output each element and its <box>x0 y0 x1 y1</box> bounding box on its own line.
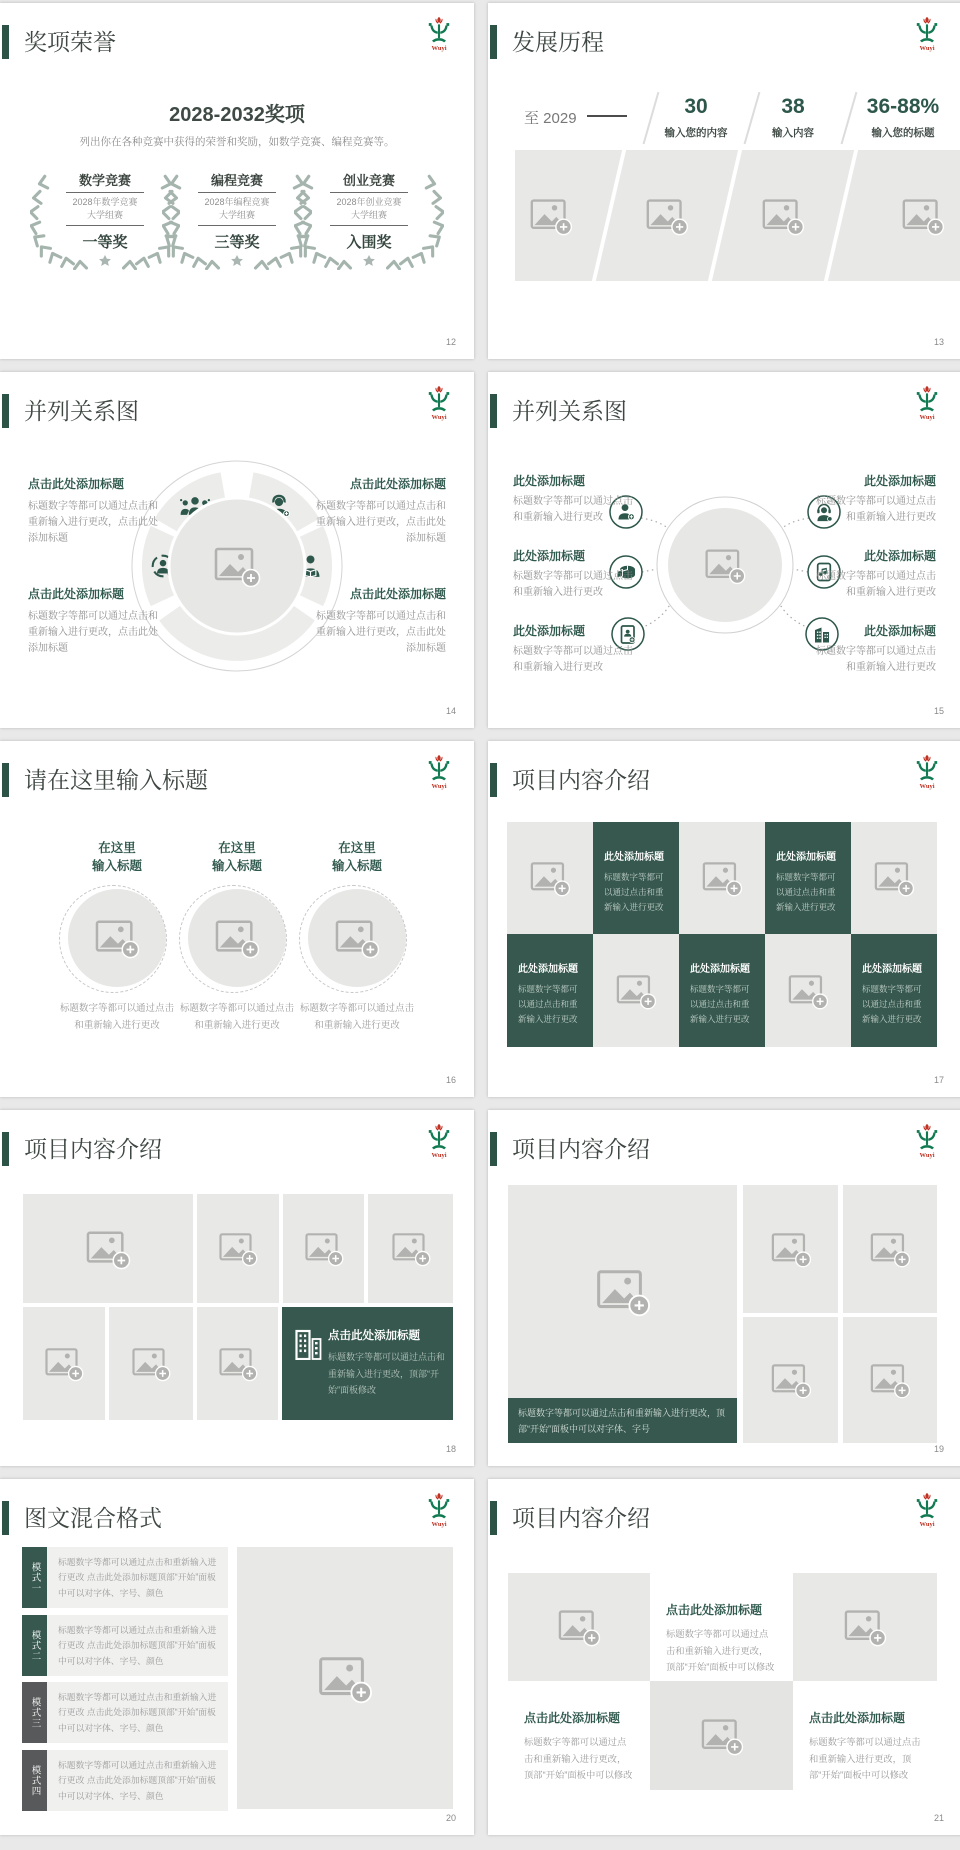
cell-title: 点击此处添加标题 <box>809 1711 906 1725</box>
image-placeholder-icon <box>334 917 380 959</box>
mode-body: 标题数字等都可以通过点击和重新输入进行更改 点击此处添加标题顶部“开始”面板中可以对字体、字号、颜色 <box>47 1750 228 1811</box>
slide-title: 奖项荣誉 <box>24 29 116 55</box>
image-placeholder-icon <box>770 1361 812 1399</box>
logo <box>908 1123 946 1159</box>
accent-bar <box>490 763 497 797</box>
mode-body: 标题数字等都可以通过点击和重新输入进行更改 点击此处添加标题顶部“开始”面板中可以对字体、字号、颜色 <box>47 1615 228 1676</box>
column-title-line1: 在这里 <box>218 841 256 855</box>
label-body: 标题数字等都可以通过点击和重新输入进行更改 <box>816 646 936 673</box>
award-event: 2028年创业竞赛 <box>336 197 402 207</box>
page-number: 14 <box>445 706 456 716</box>
label-title: 点击此处添加标题 <box>28 477 125 491</box>
slide-thumbnail-mixed-modes[interactable] <box>0 1479 474 1835</box>
image-placeholder-icon <box>869 1361 911 1399</box>
plant-flower-logo-icon <box>424 1123 454 1151</box>
mode-tab-label: 模式三 <box>29 1696 41 1729</box>
diagram-label <box>816 472 936 526</box>
image-placeholder <box>23 1194 193 1303</box>
image-placeholder-icon <box>701 859 743 897</box>
image-placeholder <box>508 1185 737 1398</box>
text-cell <box>508 1681 650 1790</box>
text-cell <box>650 1573 793 1681</box>
logo <box>420 385 458 421</box>
image-placeholder <box>593 934 679 1047</box>
slide-thumbnail-three-circles[interactable] <box>0 741 474 1097</box>
column-caption: 标题数字等都可以通过点击和重新输入进行更改 <box>59 1003 174 1032</box>
image-placeholder <box>23 1307 105 1420</box>
slide-thumbnail-checkerboard[interactable] <box>488 741 960 1097</box>
cell-title: 此处添加标题 <box>604 852 664 863</box>
image-placeholder <box>843 1317 937 1443</box>
stat-value: 30 <box>684 95 708 118</box>
accent-bar <box>2 1132 9 1166</box>
photo-caption: 标题数字等都可以通过点击和重新输入进行更改，顶部“开始”面板中可以对字体、字号 <box>508 1398 737 1443</box>
text-cell <box>679 934 765 1047</box>
label-title: 点击此处添加标题 <box>349 477 446 491</box>
award-group: 大学组赛 <box>218 210 255 221</box>
plant-flower-logo-icon <box>424 1492 454 1520</box>
page-number: 17 <box>933 1075 944 1085</box>
image-placeholder-icon <box>214 917 260 959</box>
mode-body: 标题数字等都可以通过点击和重新输入进行更改 点击此处添加标题顶部“开始”面板中可以对字体、字号、颜色 <box>47 1682 228 1743</box>
slide-title: 并列关系图 <box>24 398 139 424</box>
slide-thumbnail-photo-grid[interactable] <box>0 1110 474 1466</box>
cell-title: 此处添加标题 <box>862 964 922 975</box>
image-placeholder <box>197 1307 278 1420</box>
logo <box>908 1492 946 1528</box>
slide-title: 项目内容介绍 <box>24 1136 162 1162</box>
buildings-icon <box>295 1329 322 1360</box>
label-title: 此处添加标题 <box>863 474 936 488</box>
caption-block <box>282 1307 453 1420</box>
cell-body: 标题数字等都可以通过点击和重新输入进行更改 <box>862 984 922 1024</box>
image-placeholder <box>793 1573 937 1681</box>
mode-tab <box>22 1750 47 1811</box>
image-placeholder-icon <box>557 1607 601 1647</box>
logo-wordmark: Wuyi <box>431 1521 447 1528</box>
image-placeholder <box>679 822 765 934</box>
cell-title: 点击此处添加标题 <box>666 1603 763 1617</box>
label-body: 标题数字等都可以通过点击和重新输入进行更改 <box>816 496 936 523</box>
slide-title: 项目内容介绍 <box>512 767 650 793</box>
label-body: 标题数字等都可以通过点击和重新输入进行更改 <box>513 571 633 598</box>
image-placeholder <box>743 1317 838 1443</box>
page-number: 21 <box>933 1813 944 1823</box>
image-placeholder-icon <box>44 1345 84 1382</box>
cell-body: 标题数字等都可以通过点击和重新输入进行更改，顶部“开始”面板中可以修改 <box>666 1629 775 1673</box>
block-body: 标题数字等都可以通过点击和重新输入进行更改，顶部“开始”面板修改 <box>328 1352 446 1396</box>
cell-title: 此处添加标题 <box>518 964 578 975</box>
label-title: 点击此处添加标题 <box>349 587 446 601</box>
slide-thumbnail-photo-caption[interactable] <box>488 1110 960 1466</box>
era-rule <box>587 115 627 117</box>
stat-value: 36-88% <box>866 95 940 118</box>
slide-thumbnail-parallel-2[interactable] <box>488 372 960 728</box>
column-title-line2: 输入标题 <box>91 858 142 873</box>
cell-title: 此处添加标题 <box>690 964 750 975</box>
cell-title: 点击此处添加标题 <box>524 1711 621 1725</box>
award-group: 大学组赛 <box>350 210 387 221</box>
mode-row <box>22 1682 228 1743</box>
image-placeholder-icon <box>615 972 657 1010</box>
image-placeholder <box>197 1194 279 1303</box>
logo-wordmark: Wuyi <box>431 45 447 52</box>
accent-bar <box>490 1132 497 1166</box>
diagram-label <box>28 585 160 657</box>
slide-title: 请在这里输入标题 <box>24 767 208 793</box>
plant-flower-logo-icon <box>912 1492 942 1520</box>
image-placeholder-icon <box>529 196 573 236</box>
image-placeholder-icon <box>94 917 140 959</box>
slide-thumbnail-timeline[interactable] <box>488 3 960 359</box>
image-placeholder-icon <box>761 196 805 236</box>
award-item <box>30 168 180 270</box>
page-number: 18 <box>445 1444 456 1454</box>
image-placeholder-icon <box>873 859 915 897</box>
logo-wordmark: Wuyi <box>919 1521 935 1528</box>
stat <box>838 95 960 140</box>
page-number: 15 <box>933 706 944 716</box>
slide-thumbnail-awards[interactable] <box>0 3 474 359</box>
image-placeholder <box>308 889 406 987</box>
image-placeholder-icon <box>770 1230 812 1268</box>
image-placeholder-icon <box>85 1228 131 1270</box>
stat <box>646 95 746 140</box>
image-placeholder-icon <box>645 196 689 236</box>
diagram-label <box>513 622 633 676</box>
stat-label: 输入您的标题 <box>871 127 935 139</box>
award-prize: 入围奖 <box>346 234 392 252</box>
logo-wordmark: Wuyi <box>919 45 935 52</box>
cell-title: 此处添加标题 <box>776 852 836 863</box>
mode-row <box>22 1615 228 1676</box>
award-name: 数学竞赛 <box>78 173 131 188</box>
diagram-label <box>816 622 936 676</box>
diagram-label <box>314 585 446 657</box>
page-number: 20 <box>445 1813 456 1823</box>
text-cell <box>593 822 679 934</box>
column-caption: 标题数字等都可以通过点击和重新输入进行更改 <box>299 1003 414 1032</box>
label-body: 标题数字等都可以通过点击和重新输入进行更改 <box>816 571 936 598</box>
image-placeholder-icon <box>304 1230 344 1267</box>
stat-value: 38 <box>781 95 805 118</box>
text-cell <box>507 934 593 1047</box>
label-body: 标题数字等都可以通过点击和重新输入进行更改，点击此处添加标题 <box>28 501 158 544</box>
column-title-line1: 在这里 <box>98 841 136 855</box>
block-title: 点击此处添加标题 <box>328 1330 420 1342</box>
diagram-label <box>28 475 160 547</box>
image-strip <box>515 150 960 281</box>
logo <box>908 754 946 790</box>
logo <box>420 1492 458 1528</box>
image-placeholder-icon <box>529 859 571 897</box>
awards-subtitle: 列出你在各种竞赛中获得的荣誉和奖励，如数学竞赛、编程竞赛等。 <box>79 136 395 148</box>
stat <box>743 95 843 140</box>
image-placeholder <box>368 1194 453 1303</box>
mode-row <box>22 1547 228 1608</box>
label-body: 标题数字等都可以通过点击和重新输入进行更改，点击此处添加标题 <box>316 611 446 654</box>
alternating-grid <box>508 1573 937 1790</box>
diagram-label <box>816 547 936 601</box>
image-placeholder-icon <box>869 1230 911 1268</box>
diagram-label <box>513 472 633 526</box>
column-title-line2: 输入标题 <box>331 858 382 873</box>
cell-body: 标题数字等都可以通过点击和重新输入进行更改 <box>690 984 750 1024</box>
mode-tab-label: 模式一 <box>29 1561 41 1594</box>
text-cell <box>765 822 851 934</box>
image-placeholder <box>188 889 286 987</box>
cell-body: 标题数字等都可以通过点击和重新输入进行更改 <box>604 872 664 912</box>
page-number: 13 <box>933 337 944 347</box>
image-placeholder <box>765 934 851 1047</box>
image-placeholder-icon <box>787 972 829 1010</box>
image-placeholder <box>843 1185 937 1313</box>
slide-title: 项目内容介绍 <box>512 1505 650 1531</box>
mode-tab-label: 模式二 <box>29 1629 41 1662</box>
image-placeholder <box>109 1307 193 1420</box>
mode-tab <box>22 1547 47 1608</box>
slide-title: 项目内容介绍 <box>512 1136 650 1162</box>
image-placeholder-icon <box>218 1230 258 1267</box>
plant-flower-logo-icon <box>424 16 454 44</box>
image-placeholder <box>743 1185 838 1313</box>
mode-tab-label: 模式四 <box>29 1764 41 1797</box>
page-number: 19 <box>933 1444 944 1454</box>
diagram-label <box>513 547 633 601</box>
column-title-line2: 输入标题 <box>211 858 262 873</box>
text-cell <box>851 934 937 1047</box>
cell-body: 标题数字等都可以通过点击和重新输入进行更改，顶部“开始”面板中可以修改 <box>809 1737 921 1781</box>
label-title: 此处添加标题 <box>513 624 586 638</box>
logo-wordmark: Wuyi <box>431 1152 447 1159</box>
stat-label: 输入您的内容 <box>664 127 728 139</box>
award-item <box>294 168 444 270</box>
image-placeholder <box>650 1681 793 1790</box>
image-placeholder-icon <box>131 1345 171 1382</box>
stat-label: 输入内容 <box>772 127 814 139</box>
column-title-line1: 在这里 <box>338 841 376 855</box>
award-prize: 三等奖 <box>214 234 260 252</box>
accent-bar <box>490 25 497 59</box>
label-body: 标题数字等都可以通过点击和重新输入进行更改，点击此处添加标题 <box>316 501 446 544</box>
slide-title: 并列关系图 <box>512 398 627 424</box>
label-title: 此处添加标题 <box>513 474 586 488</box>
label-body: 标题数字等都可以通过点击和重新输入进行更改 <box>513 496 633 523</box>
logo-wordmark: Wuyi <box>919 783 935 790</box>
circle-column <box>277 741 437 1034</box>
cell-body: 标题数字等都可以通过点击和重新输入进行更改 <box>776 872 836 912</box>
award-item <box>162 168 312 270</box>
plant-flower-logo-icon <box>912 754 942 782</box>
logo <box>420 1123 458 1159</box>
label-body: 标题数字等都可以通过点击和重新输入进行更改，点击此处添加标题 <box>28 611 158 654</box>
image-placeholder-icon <box>843 1607 887 1647</box>
page-number: 12 <box>445 337 456 347</box>
image-placeholder <box>283 1194 364 1303</box>
slide-thumbnail-parallel-1[interactable] <box>0 372 474 728</box>
label-title: 此处添加标题 <box>863 549 936 563</box>
image-placeholder <box>237 1547 453 1809</box>
era-label: 至 2029 <box>524 110 577 127</box>
mode-tab <box>22 1615 47 1676</box>
checkerboard-grid <box>507 822 937 1047</box>
logo <box>420 16 458 52</box>
award-prize: 一等奖 <box>82 234 128 252</box>
image-placeholder <box>507 822 593 934</box>
image-placeholder <box>851 822 937 934</box>
image-placeholder-icon <box>901 196 945 236</box>
award-event: 2028年编程竞赛 <box>204 197 270 207</box>
award-group: 大学组赛 <box>86 210 123 221</box>
cell-body: 标题数字等都可以通过点击和重新输入进行更改，顶部“开始”面板中可以修改 <box>524 1737 633 1781</box>
logo-wordmark: Wuyi <box>919 1152 935 1159</box>
diagram-label <box>314 475 446 547</box>
accent-bar <box>2 25 9 59</box>
slide-title: 发展历程 <box>512 29 604 55</box>
awards-heading: 2028-2032奖项 <box>169 104 305 126</box>
logo-wordmark: Wuyi <box>919 414 935 421</box>
plant-flower-logo-icon <box>912 16 942 44</box>
logo-wordmark: Wuyi <box>431 783 447 790</box>
image-placeholder-icon <box>218 1345 258 1382</box>
image-placeholder-icon <box>317 1653 373 1704</box>
image-placeholder <box>508 1573 650 1681</box>
award-name: 编程竞赛 <box>210 173 263 188</box>
label-title: 此处添加标题 <box>513 549 586 563</box>
column-caption: 标题数字等都可以通过点击和重新输入进行更改 <box>179 1003 294 1032</box>
mode-tab <box>22 1682 47 1743</box>
image-placeholder-icon <box>595 1266 651 1317</box>
plant-flower-logo-icon <box>424 385 454 413</box>
label-body: 标题数字等都可以通过点击和重新输入进行更改 <box>513 646 633 673</box>
label-title: 此处添加标题 <box>863 624 936 638</box>
image-placeholder-icon <box>391 1230 431 1267</box>
accent-bar <box>490 1501 497 1535</box>
page-number: 16 <box>445 1075 456 1085</box>
logo <box>908 16 946 52</box>
accent-bar <box>2 1501 9 1535</box>
award-event: 2028年数学竞赛 <box>72 197 138 207</box>
accent-bar <box>2 763 9 797</box>
slide-title: 图文混合格式 <box>24 1505 162 1531</box>
text-cell <box>793 1681 937 1790</box>
logo-wordmark: Wuyi <box>431 414 447 421</box>
label-title: 点击此处添加标题 <box>28 587 125 601</box>
image-placeholder <box>68 889 166 987</box>
accent-bar <box>2 394 9 428</box>
slide-thumbnail-alt-grid[interactable] <box>488 1479 960 1835</box>
plant-flower-logo-icon <box>912 1123 942 1151</box>
mode-row <box>22 1750 228 1811</box>
award-name: 创业竞赛 <box>342 173 395 188</box>
mode-body: 标题数字等都可以通过点击和重新输入进行更改 点击此处添加标题顶部“开始”面板中可以对字体、字号、颜色 <box>47 1547 228 1608</box>
image-placeholder-icon <box>700 1716 744 1756</box>
cell-body: 标题数字等都可以通过点击和重新输入进行更改 <box>518 984 578 1024</box>
